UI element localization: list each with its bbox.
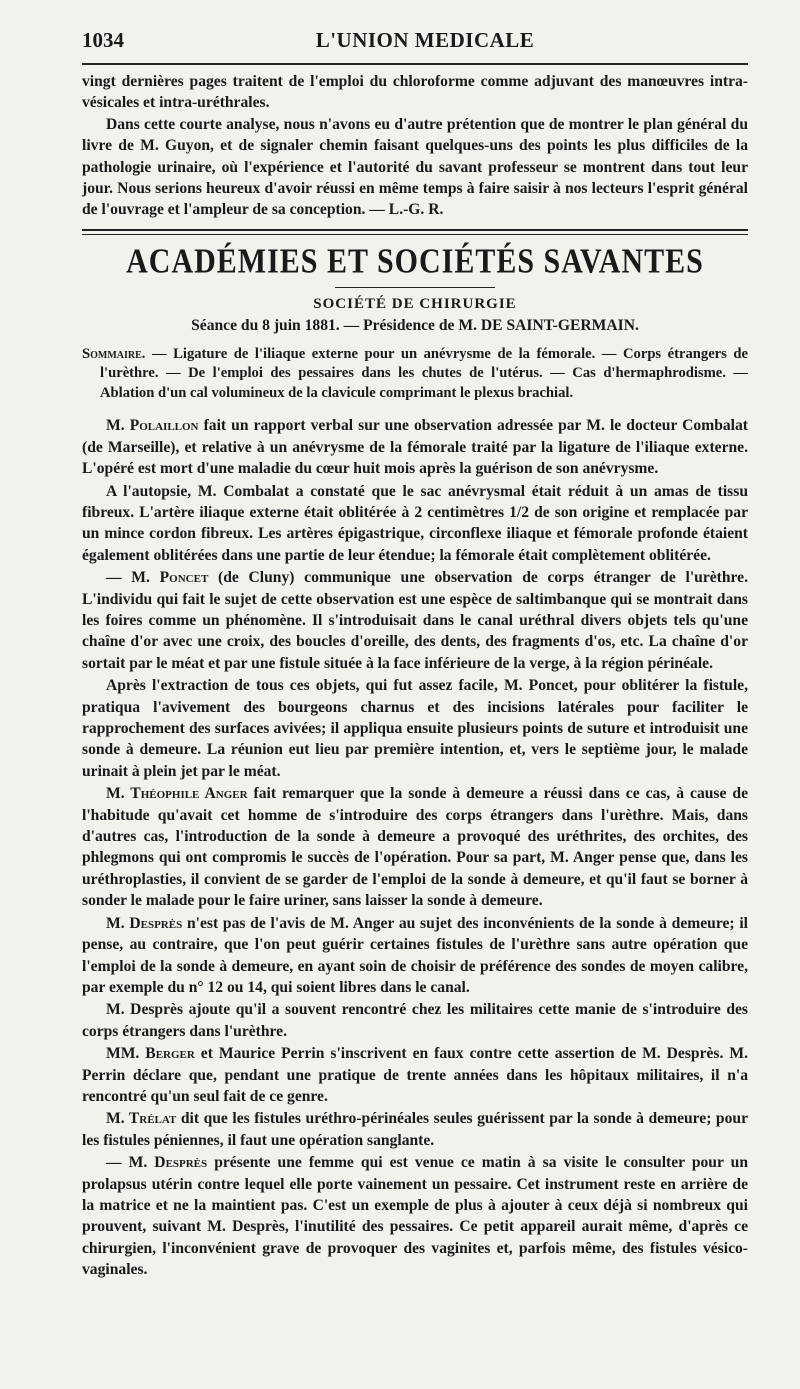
body-paragraph [82, 1152, 748, 1280]
section-divider [82, 229, 748, 235]
speaker-name: MM. Berger [106, 1045, 195, 1063]
paragraph-text: Après l'extraction de tous ces objets, qui fut assez facile, M. Poncet, pour oblitérer la fistule, pratiqua l'avivement des bourgeons charnus et des incisions latérales pour faciliter le rapprochement des surfaces avivées; il appliqua ensuite plusieurs points de suture et introduisit une sonde à demeure. La réunion eut lieu par première intention, et, vers le septième jour, le malade urinait à plein jet par le méat. [82, 677, 748, 780]
sommaire-text: — Ligature de l'iliaque externe pour un anévrysme de la fémorale. — Corps étrangers de l'urèthre. — De l'emploi des pessaires dans les chutes de l'utérus. — Cas d'hermaphrodisme. — Ablation d'un cal volumineux de la clavicule comprimant le plexus brachial. [100, 345, 748, 401]
speaker-name: M. Théophile Anger [106, 785, 248, 803]
speaker-name: M. Trélat [106, 1110, 177, 1128]
page-header [82, 28, 748, 53]
paragraph-text: et Maurice Perrin s'inscrivent en faux contre cette assertion de M. Desprès. M. Perrin déclare que, pendant une pratique de trente années dans les hôpitaux militaires, il n'a rencontré qu'un seul fait de ce genre. [82, 1045, 748, 1105]
body-paragraph [82, 1108, 748, 1151]
speaker-name: M. Polaillon [106, 417, 199, 435]
header-rule [82, 63, 748, 65]
sommaire [82, 345, 748, 404]
sommaire-label: Sommaire. [82, 345, 146, 362]
body-paragraph [82, 567, 748, 674]
intro-paragraph: vingt dernières pages traitent de l'emploi du chloroforme comme adjuvant des manœuvres intra-vésicales et intra-uréthrales. [82, 73, 748, 112]
paragraph-text: M. Desprès ajoute qu'il a souvent rencontré chez les militaires cette manie de s'introduire des corps étrangers dans l'urèthre. [82, 1001, 748, 1040]
paragraph-text: (de Cluny) communique une observation de corps étranger de l'urèthre. L'individu qui fait le sujet de cette observation est une espèce de saltimbanque qui se montrait dans les foires comme un phénomène. Il s'introduisait dans le canal uréthral divers objets tels qu'une chaîne d'or avec une croix, des boucles d'oreille, des dents, des fragments d'os, etc. La chaîne d'or sortait par le méat et par une fistule située à la face inférieure de la verge, à la région périnéale. [82, 569, 748, 672]
paragraph-text: présente une femme qui est venue ce matin à sa visite le consulter pour un prolapsus utérin contre lequel elle porte vainement un pessaire. Cet instrument reste en arrière de la matrice et ne la maintient pas. C'est un exemple de plus à ajouter à ceux déjà si nombreux qui prouvent, suivant M. Desprès, l'inutilité des pessaires. Ce petit appareil aurait même, d'après ce chirurgien, l'inconvénient grave de provoquer des vaginites et, parfois même, des fistules vésico-vaginales. [82, 1154, 748, 1279]
body-paragraph [82, 675, 748, 782]
speaker-name: M. Desprès [106, 914, 183, 932]
paragraph-text: A l'autopsie, M. Combalat a constaté que le sac anévrysmal était réduit à un amas de tissu fibreux. L'artère iliaque externe était oblitérée à 2 centimètres 1/2 de son origine et remplacée par un mince cordon fibreux. Les artères épigastrique, circonflexe iliaque et fémorale profonde étaient également oblitérées dans une partie de leur étendue; la fémorale était complètement oblitérée. [82, 482, 748, 564]
seance-line: Séance du 8 juin 1881. — Présidence de M. DE SAINT-GERMAIN. [191, 316, 639, 334]
body-paragraph [82, 1043, 748, 1107]
article-body [82, 415, 748, 1280]
society-heading: SOCIÉTÉ DE CHIRURGIE [313, 295, 517, 312]
paragraph-text: dit que les fistules uréthro-périnéales seules guérissent par la sonde à demeure; pour les fistules péniennes, il faut une opération sanglante. [82, 1110, 748, 1149]
paragraph-text: fait un rapport verbal sur une observation adressée par M. le docteur Combalat (de Marseille), et relative à un anévrysme de la fémorale traité par la ligature de l'iliaque externe. L'opéré est mort d'une maladie du cœur huit mois après la guérison de son anévrysme. [82, 417, 748, 478]
title-underline [335, 287, 495, 288]
paragraph-text: n'est pas de l'avis de M. Anger au sujet des inconvénients de la sonde à demeure; il pense, au contraire, que l'on peut guérir certaines fistules de l'urèthre sans autre opération que l'emploi de la sonde à demeure, en ayant soin de choisir de préférence des sondes de moyen calibre, par exemple du n° 12 ou 14, qui soient libres dans le canal. [82, 914, 748, 996]
page-number: 1034 [82, 28, 124, 52]
speaker-name: — M. Poncet [106, 569, 209, 587]
body-paragraph [82, 481, 748, 567]
body-paragraph [82, 783, 748, 911]
journal-title: L'UNION MEDICALE [315, 28, 535, 52]
paragraph-text: fait remarquer que la sonde à demeure a réussi dans ce cas, à cause de l'habitude qu'avait cet homme de s'introduire des corps étrangers dans l'urèthre. Mais, dans d'autres cas, l'introduction de la sonde à demeure a provoqué des uréthrites, des orchites, des phlegmons qui ont compromis le succès de l'opération. Pour sa part, M. Anger pense que, dans les uréthroplasties, il convient de se garder de l'emploi de la sonde à demeure, et qu'il faut se borner à sonder le malade pour le faire uriner, sans laisser la sonde à demeure. [82, 785, 748, 910]
body-paragraph [82, 999, 748, 1042]
section-title: ACADÉMIES ET SOCIÉTÉS SAVANTES [126, 242, 704, 281]
body-paragraph [82, 415, 748, 479]
intro-paragraph: Dans cette courte analyse, nous n'avons eu d'autre prétention que de montrer le plan général du livre de M. Guyon, et de signaler chemin faisant quelques-uns des points les plus difficiles de la pathologie urinaire, où l'expérience et l'autorité du savant professeur se montrent dans tout leur jour. Nous serions heureux d'avoir réussi en même temps à faire saisir à nos lecteurs l'esprit général de l'ouvrage et l'ampleur de sa conception. — L.-G. R. [82, 115, 748, 219]
body-paragraph [82, 913, 748, 999]
speaker-name: — M. Desprès [106, 1154, 208, 1172]
